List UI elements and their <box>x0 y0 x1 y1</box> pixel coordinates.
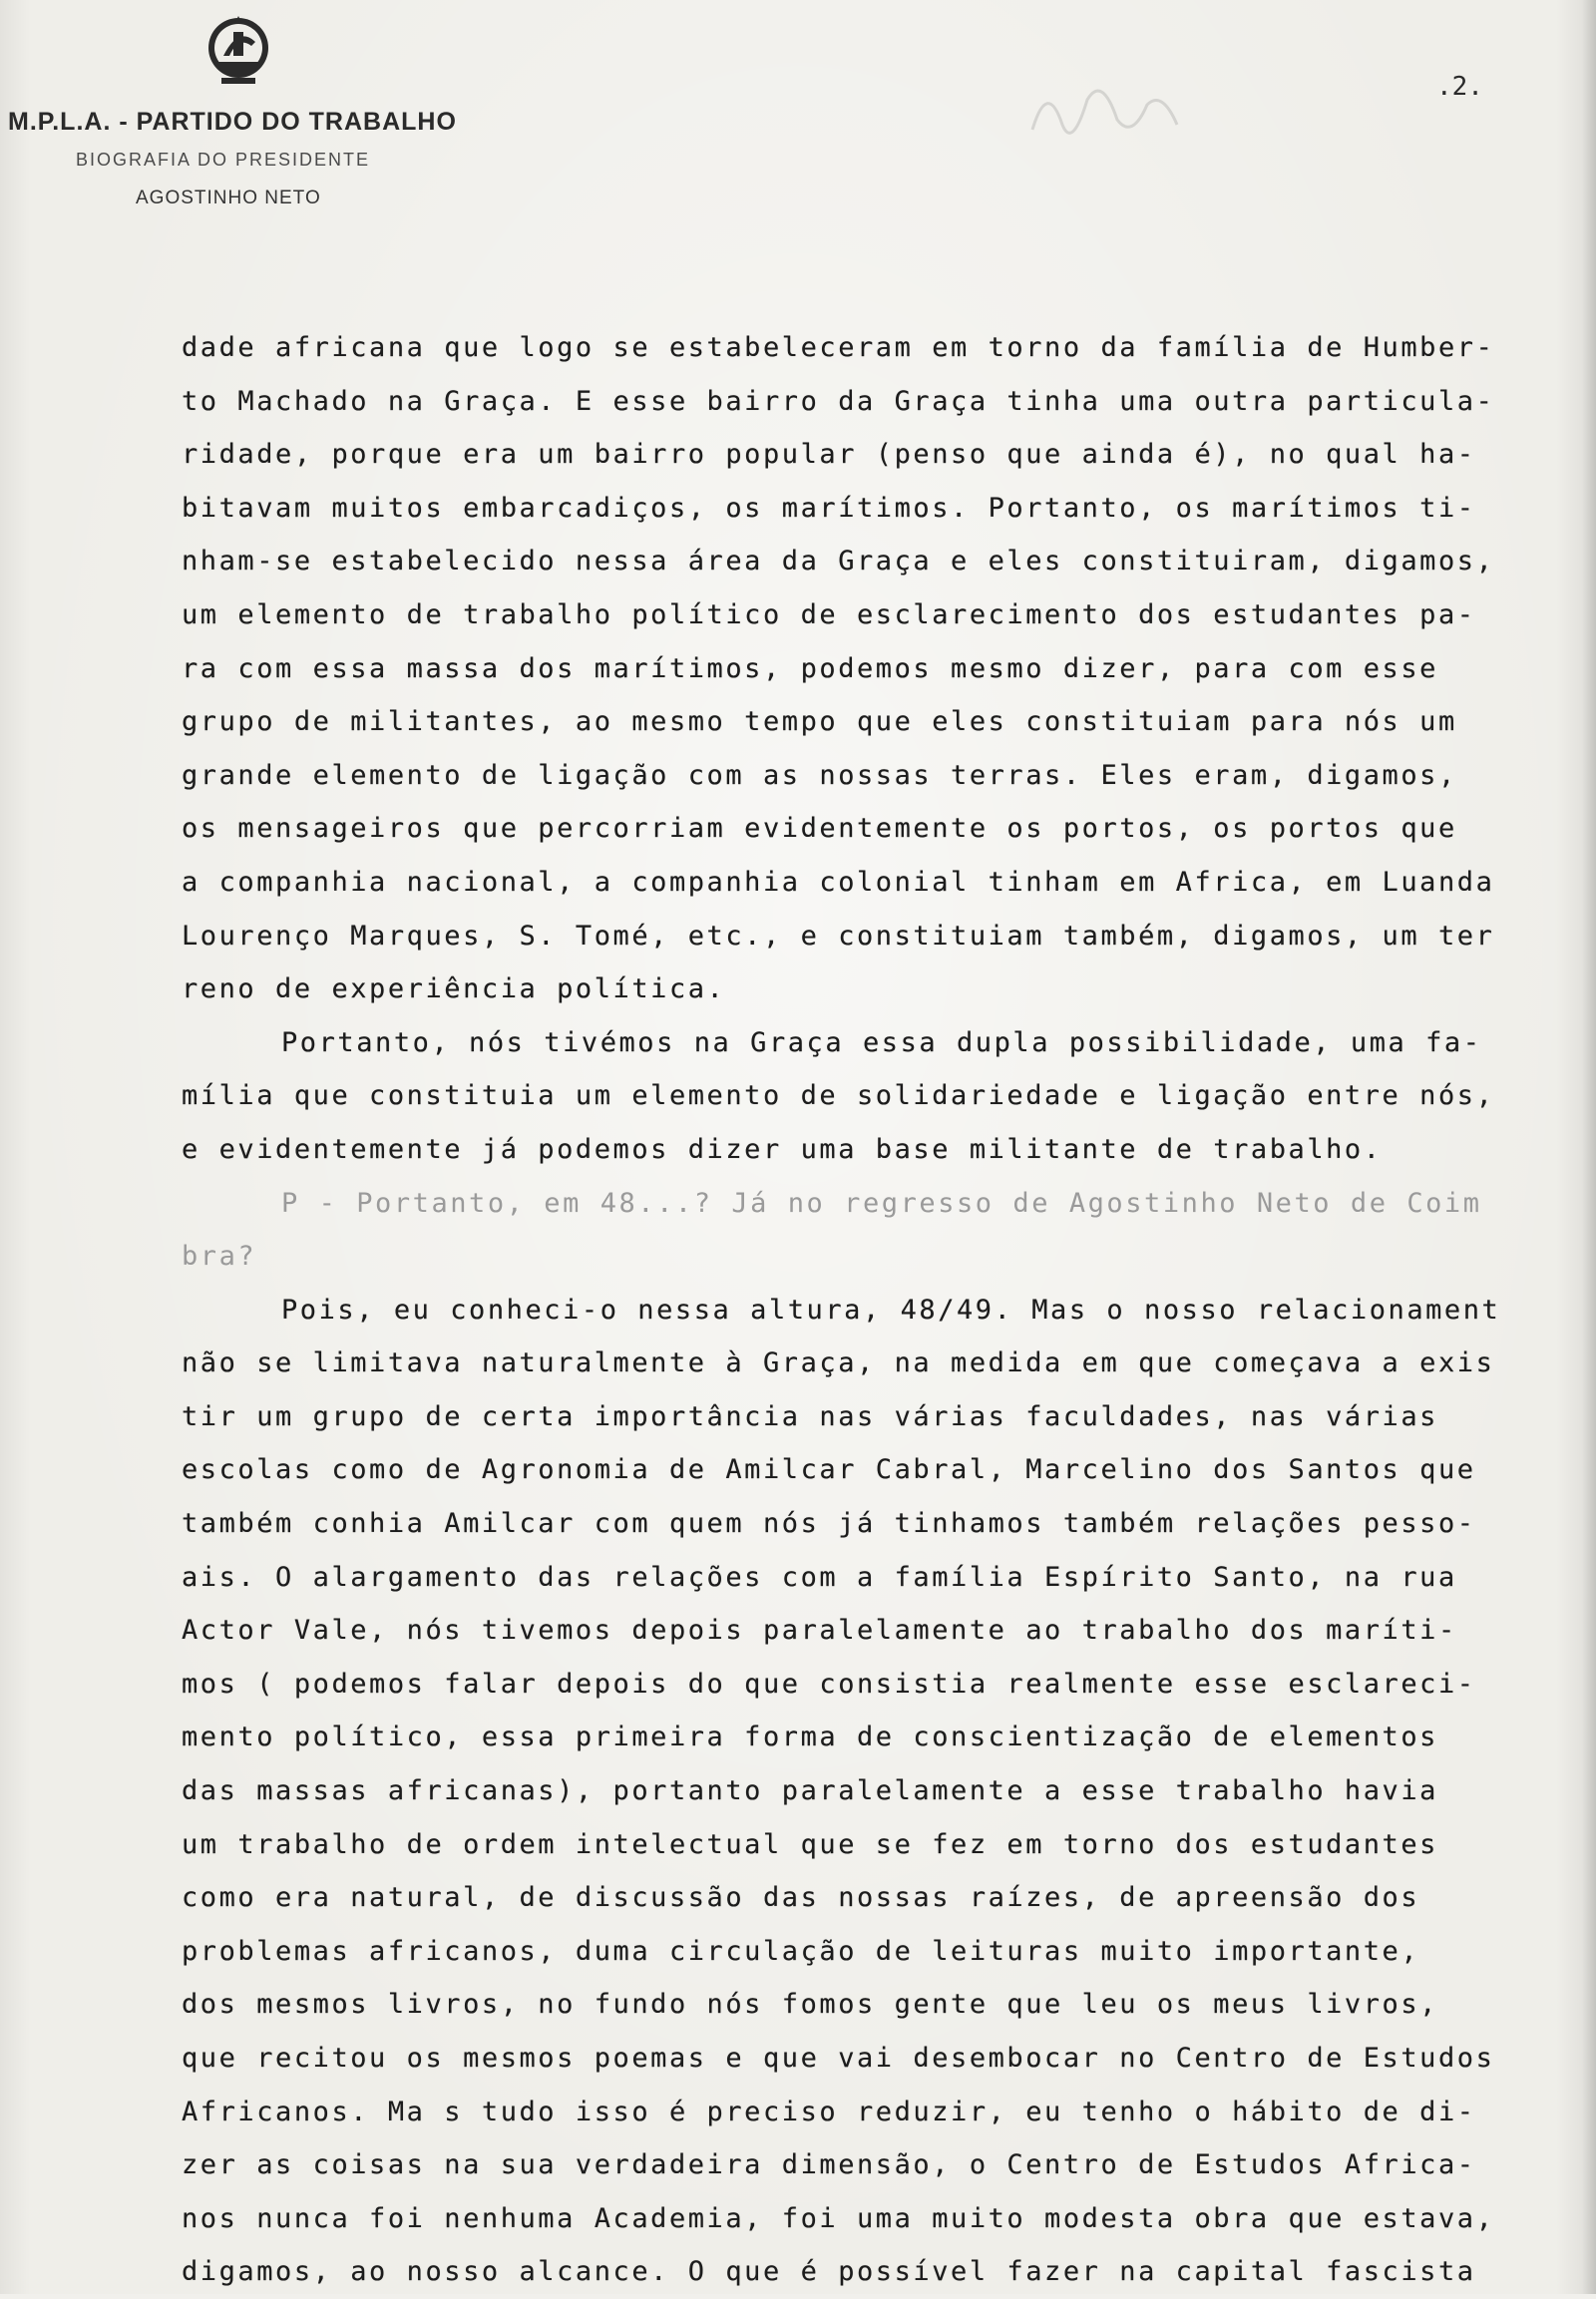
text-line: tir um grupo de certa importância nas várias faculdades, nas várias <box>182 1400 1438 1432</box>
text-line: um trabalho de ordem intelectual que se fez em torno dos estudantes <box>182 1828 1438 1860</box>
text-line: ais. O alargamento das relações com a família Espírito Santo, na rua <box>182 1561 1457 1593</box>
text-line: também conhia Amilcar com quem nós já tinhamos também relações pesso- <box>182 1508 1476 1540</box>
text-line: os mensageiros que percorriam evidentemente os portos, os portos que <box>182 813 1457 845</box>
transcript-body <box>182 321 1578 2299</box>
text-line: Portanto, nós tivémos na Graça essa dupla possibilidade, uma fa- <box>281 1026 1482 1058</box>
text-line: ra com essa massa dos marítimos, podemos mesmo dizer, para com esse <box>182 652 1438 684</box>
text-line: dos mesmos livros, no fundo nós fomos gente que leu os meus livros, <box>182 1989 1438 2021</box>
page-number: .2. <box>1436 72 1483 102</box>
organization-name: M.P.L.A. - PARTIDO DO TRABALHO <box>8 108 457 136</box>
letterhead-subject: AGOSTINHO NETO <box>136 188 321 208</box>
text-line: reno de experiência política. <box>182 973 726 1005</box>
text-line: mília que constituia um elemento de solidariedade e ligação entre nós, <box>182 1080 1495 1112</box>
interviewer-question: bra? <box>182 1241 257 1273</box>
pencil-scribble <box>1027 70 1197 160</box>
text-line: problemas africanos, duma circulação de leituras muito importante, <box>182 1935 1420 1967</box>
text-line: grupo de militantes, ao mesmo tempo que eles constituiam para nós um <box>182 706 1457 738</box>
text-line: mos ( podemos falar depois do que consistia realmente esse esclareci- <box>182 1668 1476 1700</box>
text-line: Actor Vale, nós tivemos depois paralelamente ao trabalho dos maríti- <box>182 1615 1457 1647</box>
text-line: nos nunca foi nenhuma Academia, foi uma muito modesta obra que estava, <box>182 2202 1495 2234</box>
mpla-emblem-icon <box>203 12 273 92</box>
text-line: zer as coisas na sua verdadeira dimensão, o Centro de Estudos Africa- <box>182 2149 1476 2181</box>
text-line: um elemento de trabalho político de esclarecimento dos estudantes pa- <box>182 598 1476 630</box>
text-line: Lourenço Marques, S. Tomé, etc., e constituiam também, digamos, um ter <box>182 920 1495 952</box>
text-line: e evidentemente já podemos dizer uma base militante de trabalho. <box>182 1133 1383 1165</box>
text-line: escolas como de Agronomia de Amilcar Cabral, Marcelino dos Santos que <box>182 1454 1476 1486</box>
text-line: dade africana que logo se estabeleceram em torno da família de Humber- <box>182 332 1495 363</box>
text-line: nham-se estabelecido nessa área da Graça e eles constituiram, digamos, <box>182 546 1495 577</box>
text-line: das massas africanas), portanto paralelamente a esse trabalho havia <box>182 1775 1438 1807</box>
interviewer-question: P - Portanto, em 48...? Já no regresso de Agostinho Neto de Coim <box>281 1187 1482 1219</box>
text-line: grande elemento de ligação com as nossas terras. Eles eram, digamos, <box>182 759 1457 791</box>
text-line: ridade, porque era um bairro popular (penso que ainda é), no qual ha- <box>182 439 1476 471</box>
text-line: Pois, eu conheci-o nessa altura, 48/49. Mas o nosso relacionament <box>281 1294 1501 1326</box>
text-line: que recitou os mesmos poemas e que vai desembocar no Centro de Estudos <box>182 2043 1495 2074</box>
letterhead-subtitle: BIOGRAFIA DO PRESIDENTE <box>76 150 371 170</box>
text-line: bitavam muitos embarcadiços, os marítimos. Portanto, os marítimos ti- <box>182 492 1476 524</box>
text-line: como era natural, de discussão das nossas raízes, de apreensão dos <box>182 1882 1420 1914</box>
text-line: Africanos. Ma s tudo isso é preciso reduzir, eu tenho o hábito de di- <box>182 2096 1476 2127</box>
text-line: digamos, ao nosso alcance. O que é possível fazer na capital fascista <box>182 2256 1476 2288</box>
text-line: a companhia nacional, a companhia colonial tinham em Africa, em Luanda <box>182 866 1495 898</box>
text-line: mento político, essa primeira forma de conscientização de elementos <box>182 1722 1438 1753</box>
page-edge-shadow <box>1582 0 1596 2294</box>
text-line: não se limitava naturalmente à Graça, na medida em que começava a exis <box>182 1347 1495 1379</box>
text-line: to Machado na Graça. E esse bairro da Graça tinha uma outra particula- <box>182 385 1495 417</box>
